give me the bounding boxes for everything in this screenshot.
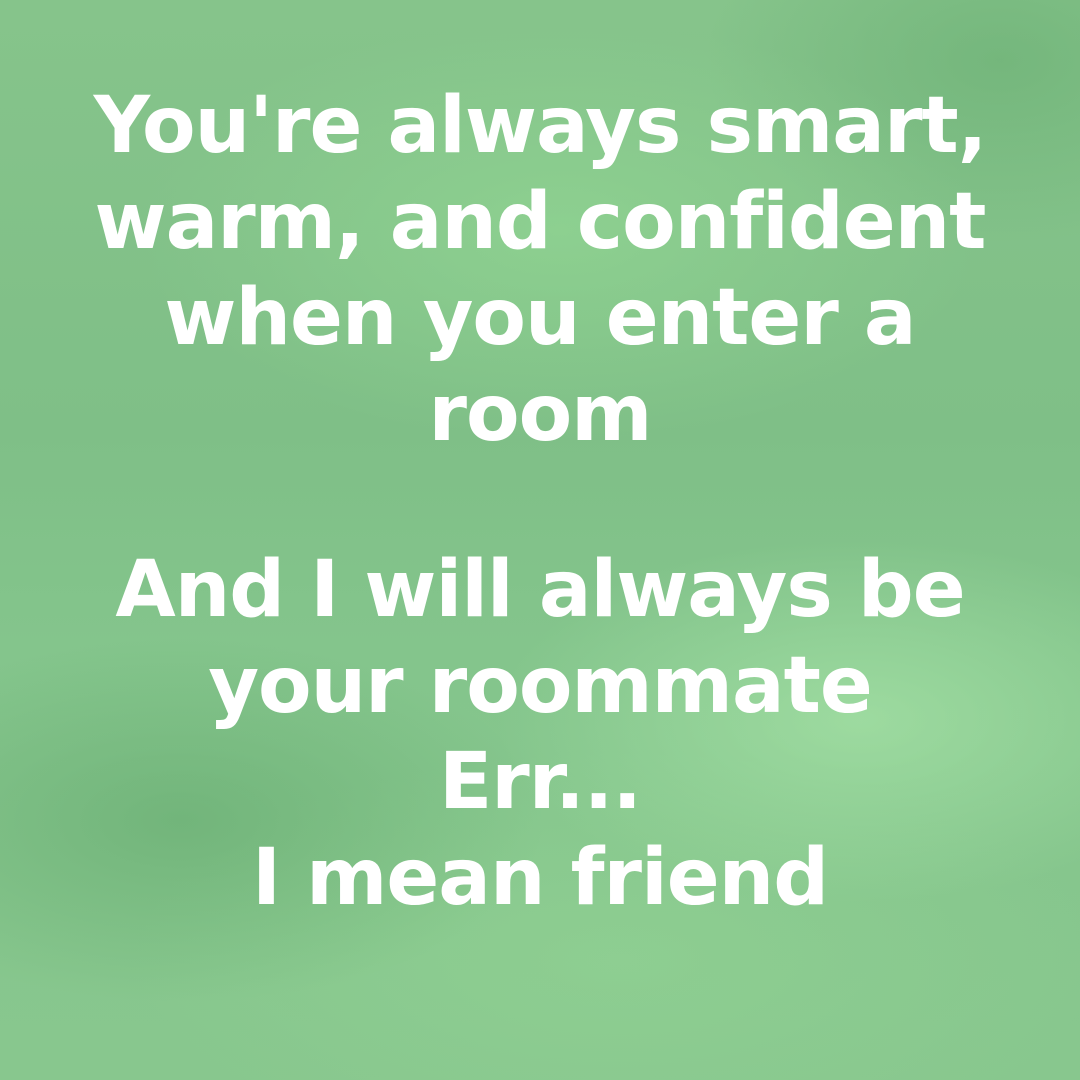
quote-line: when you enter a <box>164 273 916 363</box>
quote-line: room <box>428 369 652 459</box>
paragraph-gap <box>0 462 1080 542</box>
quote-line: your roommate <box>208 641 872 731</box>
quote-line: I mean friend <box>251 833 829 923</box>
quote-text <box>0 78 1080 926</box>
quote-line: warm, and confident <box>94 177 986 267</box>
quote-line: And I will always be <box>115 545 965 635</box>
quote-line: Err... <box>439 737 641 827</box>
quote-line: You're always smart, <box>93 81 987 171</box>
